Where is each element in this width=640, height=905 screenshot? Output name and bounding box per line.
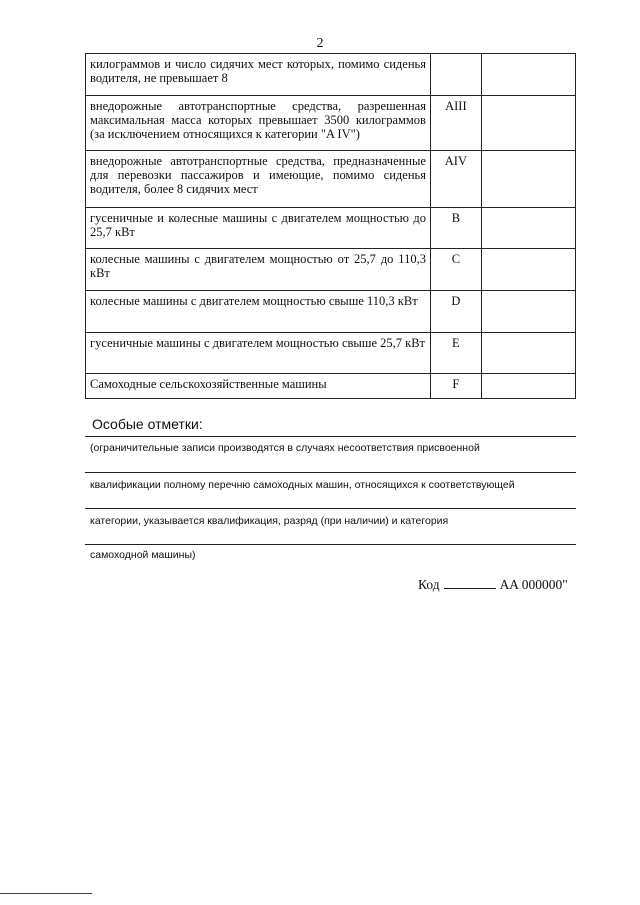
notes-text-line: самоходной машины) bbox=[90, 549, 196, 561]
category-code: B bbox=[430, 208, 481, 249]
category-mark-cell bbox=[481, 208, 575, 249]
category-description: килограммов и число сидячих мест которых, помимо сиденья водителя, не превышает 8 bbox=[86, 54, 431, 96]
category-description: Самоходные сельскохозяйственные машины bbox=[86, 374, 431, 399]
category-description: гусеничные и колесные машины с двигателем мощностью до 25,7 кВт bbox=[86, 208, 431, 249]
table-row bbox=[86, 333, 576, 374]
special-notes-title: Особые отметки: bbox=[92, 416, 203, 432]
page-number: 2 bbox=[316, 36, 324, 51]
notes-rule bbox=[85, 544, 576, 545]
table-row bbox=[86, 374, 576, 399]
table-row bbox=[86, 249, 576, 291]
category-description: гусеничные машины с двигателем мощностью свыше 25,7 кВт bbox=[86, 333, 431, 374]
category-description: внедорожные автотранспортные средства, разрешенная максимальная масса которых превышает 3500 килограммов (за исключением относящихся к категории "A IV") bbox=[86, 96, 431, 151]
category-mark-cell bbox=[481, 96, 575, 151]
notes-text-line: квалификации полному перечню самоходных машин, относящихся к соответствующей bbox=[90, 479, 515, 491]
category-code: E bbox=[430, 333, 481, 374]
category-code bbox=[430, 54, 481, 96]
code-label: Код bbox=[418, 577, 440, 592]
category-mark-cell bbox=[481, 151, 575, 208]
category-mark-cell bbox=[481, 54, 575, 96]
category-mark-cell bbox=[481, 249, 575, 291]
notes-text-line: (ограничительные записи производятся в случаях несоответствия присвоенной bbox=[90, 442, 480, 454]
scan-edge-line bbox=[0, 893, 92, 894]
form-code-line bbox=[418, 576, 568, 593]
category-code: F bbox=[430, 374, 481, 399]
table-row bbox=[86, 96, 576, 151]
category-description: колесные машины с двигателем мощностью от 25,7 до 110,3 кВт bbox=[86, 249, 431, 291]
table-row bbox=[86, 54, 576, 96]
category-table bbox=[85, 53, 576, 399]
category-description: колесные машины с двигателем мощностью свыше 110,3 кВт bbox=[86, 291, 431, 333]
code-value: AA 000000" bbox=[499, 577, 568, 592]
category-code: C bbox=[430, 249, 481, 291]
category-description: внедорожные автотранспортные средства, предназначенные для перевозки пассажиров и имеющие, помимо сиденья водителя, более 8 сидячих мест bbox=[86, 151, 431, 208]
table-row bbox=[86, 291, 576, 333]
notes-rule bbox=[85, 436, 576, 437]
category-mark-cell bbox=[481, 374, 575, 399]
table-row bbox=[86, 208, 576, 249]
category-code: AIII bbox=[430, 96, 481, 151]
notes-rule bbox=[85, 472, 576, 473]
category-mark-cell bbox=[481, 291, 575, 333]
notes-rule bbox=[85, 508, 576, 509]
code-blank bbox=[444, 576, 496, 589]
category-code: D bbox=[430, 291, 481, 333]
notes-text-line: категории, указывается квалификация, разряд (при наличии) и категория bbox=[90, 515, 449, 527]
table-row bbox=[86, 151, 576, 208]
category-code: AIV bbox=[430, 151, 481, 208]
category-mark-cell bbox=[481, 333, 575, 374]
